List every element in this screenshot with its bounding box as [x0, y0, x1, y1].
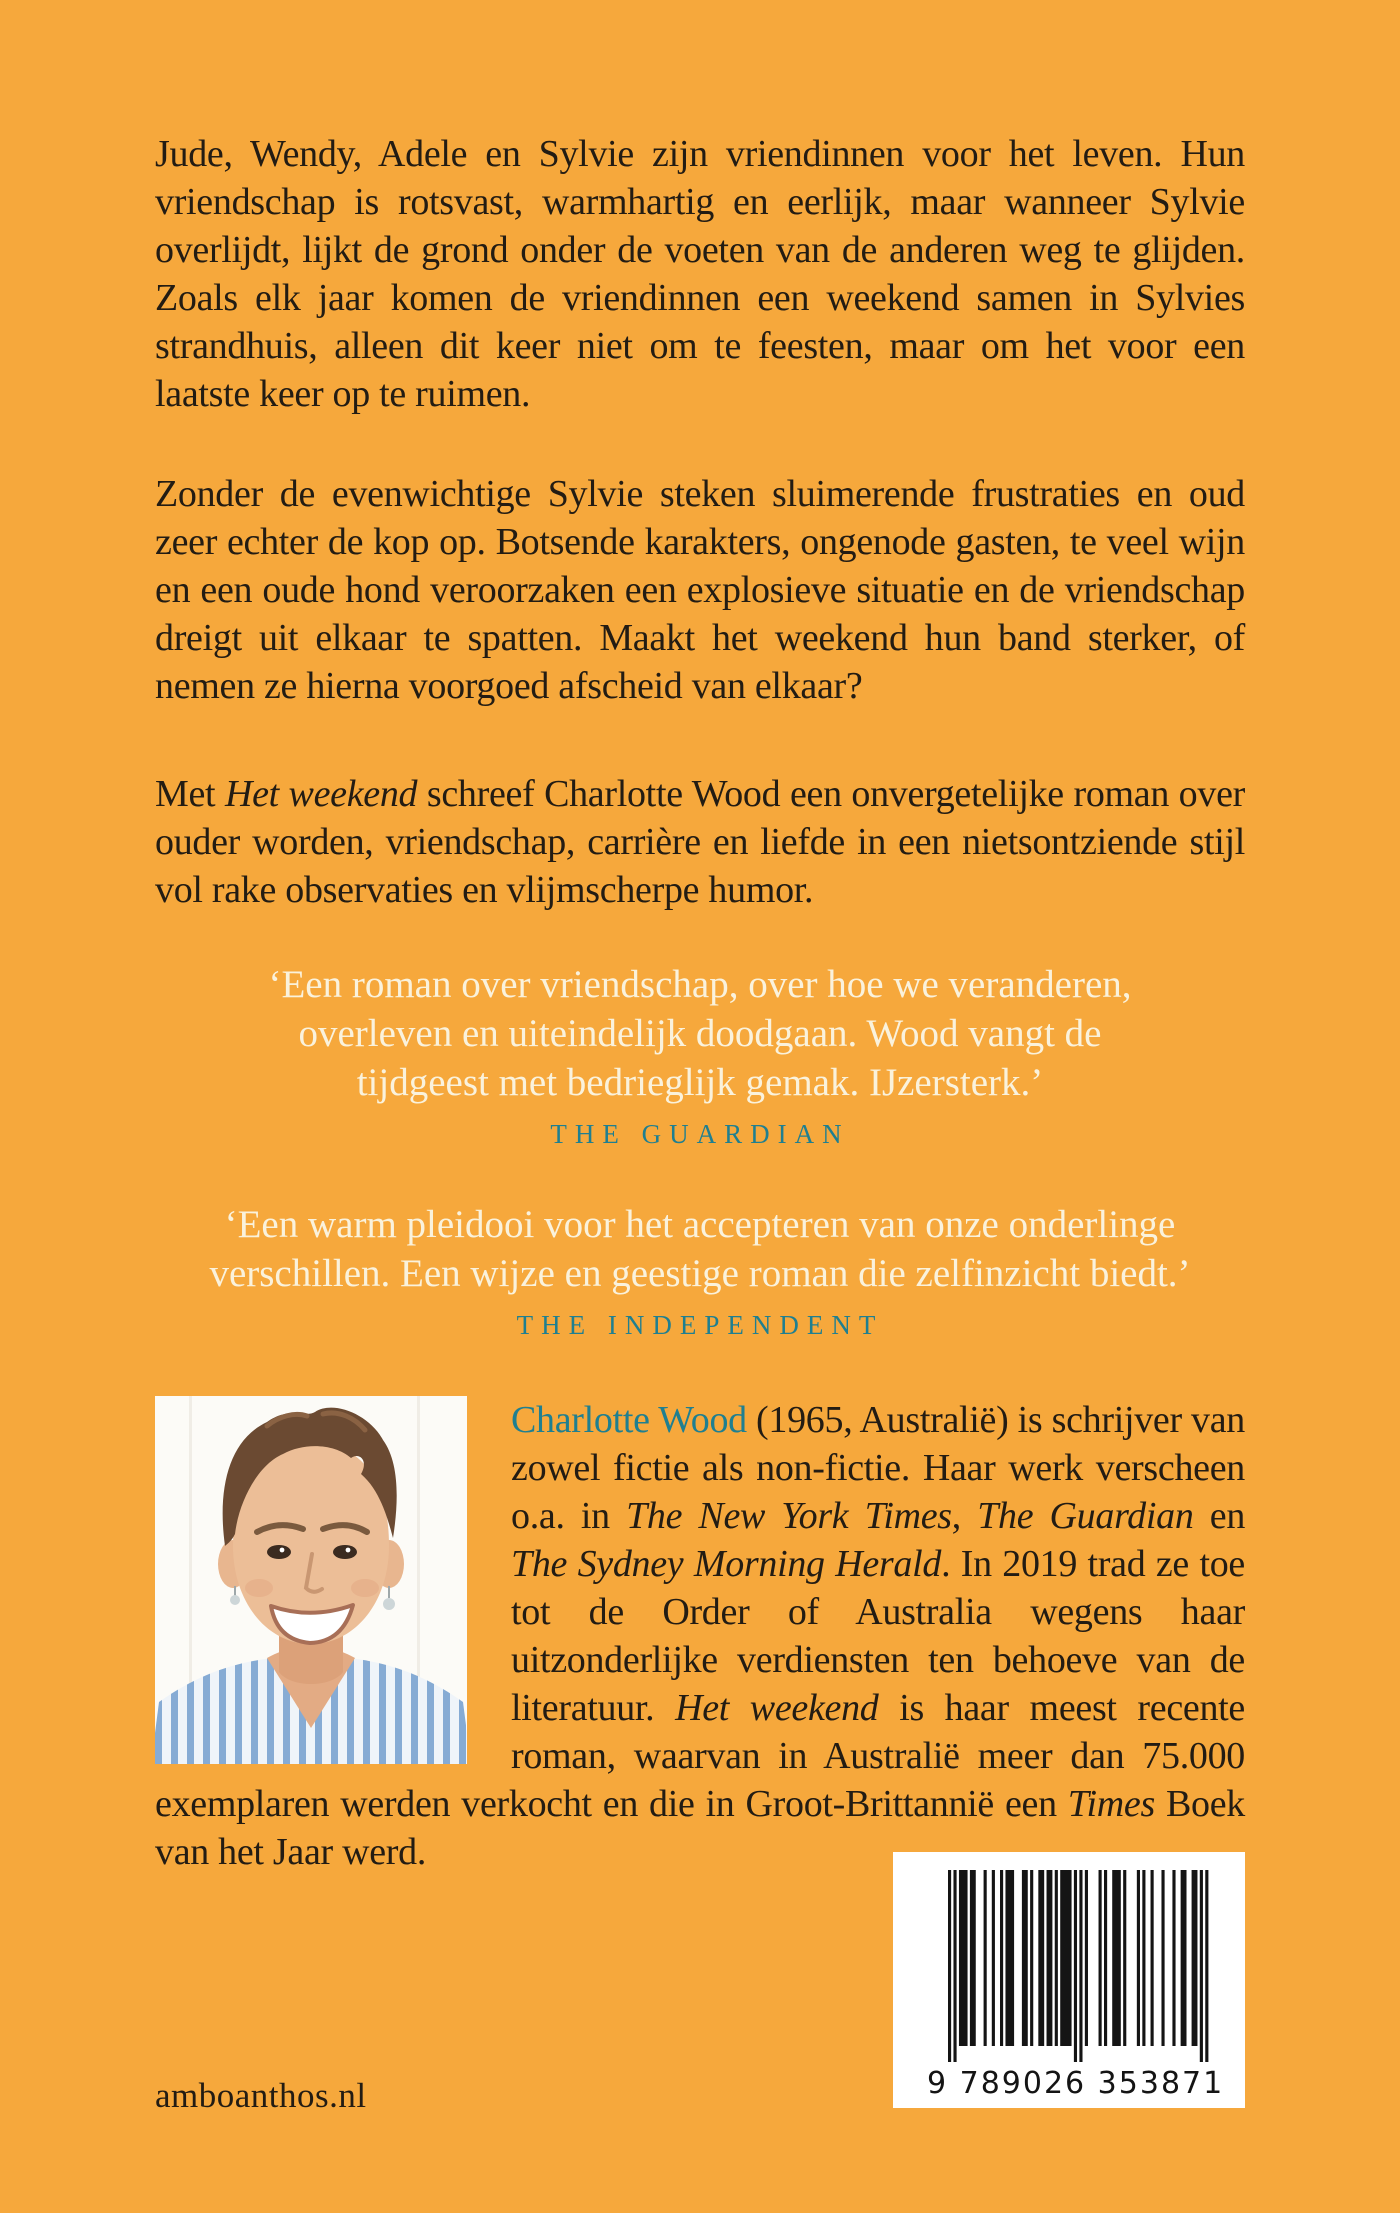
quote-source: THE INDEPENDENT	[516, 1310, 884, 1340]
author-bio	[155, 1396, 1245, 1876]
quote-source: THE GUARDIAN	[550, 1119, 850, 1149]
isbn-number: 9 789026 353871	[927, 2066, 1225, 2101]
review-quote-guardian	[155, 960, 1245, 1150]
cover-content	[155, 0, 1245, 1876]
quote-text: ‘Een warm pleidooi voor het accepteren van onze onderlinge verschillen. Een wijze en geestige roman die zelfinzicht biedt.’	[209, 1203, 1191, 1295]
author-portrait-illustration	[155, 1396, 467, 1764]
author-bio-text: Charlotte Wood (1965, Australië) is schrijver van zowel fictie als non-fictie. Haar werk verscheen o.a. in The New York Times, The Guardian en The Sydney Morning Herald. In 2019 trad ze toe tot de Order of Australia wegens haar uitzonderlijke verdiensten ten behoeve van de literatuur. Het weekend is haar meest recente roman, waarvan in Australië meer dan 75.000 exemplaren werden verkocht en die in Groot-Brittannië een Times Boek van het Jaar werd.	[155, 1399, 1246, 1873]
quote-text: ‘Een roman over vriendschap, over hoe we veranderen, overleven en uiteindelijk doodgaan. Wood vangt de tijdgeest met bedrieglijk gemak. IJzersterk.’	[268, 963, 1132, 1104]
synopsis-paragraph-3: Met Het weekend schreef Charlotte Wood een onvergetelijke roman over ouder worden, vriendschap, carrière en liefde in een nietsontziende stijl vol rake observaties en vlijmscherpe humor.	[155, 773, 1245, 911]
author-photo	[155, 1396, 467, 1764]
synopsis-paragraph-2: Zonder de evenwichtige Sylvie steken sluimerende frustraties en oud zeer echter de kop op. Botsende karakters, ongenode gasten, te veel wijn en een oude hond veroorzaken een explosieve situatie en de vriendschap dreigt uit elkaar te spatten. Maakt het weekend hun band sterker, of nemen ze hierna voorgoed afscheid van elkaar?	[155, 473, 1245, 707]
review-quote-independent	[155, 1200, 1245, 1341]
publisher-website: amboanthos.nl	[155, 2076, 367, 2115]
barcode	[893, 1852, 1245, 2108]
synopsis-paragraph-1: Jude, Wendy, Adele en Sylvie zijn vriendinnen voor het leven. Hun vriendschap is rotsvast, warmhartig en eerlijk, maar wanneer Sylvie overlijdt, lijkt de grond onder de voeten van de anderen weg te glijden. Zoals elk jaar komen de vriendinnen een weekend samen in Sylvies strandhuis, alleen dit keer niet om te feesten, maar om het voor een laatste keer op te ruimen.	[155, 133, 1245, 415]
barcode-bars	[948, 1870, 1208, 2062]
